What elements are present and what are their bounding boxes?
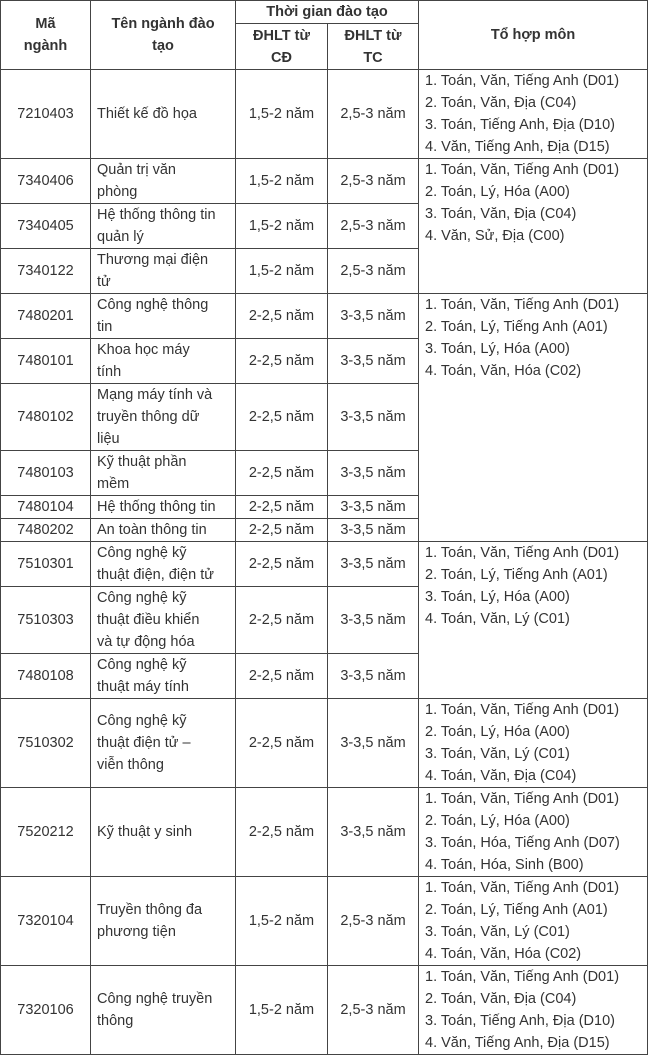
subject-combination-item: 1. Toán, Văn, Tiếng Anh (D01): [425, 969, 620, 985]
subject-combination-cell: [419, 877, 648, 966]
duration-tc-cell: 2,5-3 năm: [328, 249, 419, 294]
major-name-cell: [91, 699, 236, 788]
major-name-line: Công nghệ kỹ: [97, 713, 187, 729]
duration-tc-cell: 3-3,5 năm: [328, 496, 419, 519]
duration-cd-cell: 2-2,5 năm: [236, 384, 328, 451]
subject-combination-item: 4. Toán, Hóa, Sinh (B00): [425, 857, 584, 873]
major-name-line: tính: [97, 364, 122, 380]
major-code-cell: 7210403: [1, 70, 91, 159]
subject-combination-item: 3. Toán, Lý, Hóa (A00): [425, 589, 570, 605]
major-code-cell: 7480103: [1, 451, 91, 496]
subject-combination-item: 1. Toán, Văn, Tiếng Anh (D01): [425, 880, 620, 896]
subject-combination-item: 2. Toán, Lý, Tiếng Anh (A01): [425, 902, 608, 918]
major-code-cell: 7340405: [1, 204, 91, 249]
duration-cd-cell: 2-2,5 năm: [236, 519, 328, 542]
subject-combination-item: 2. Toán, Lý, Hóa (A00): [425, 184, 570, 200]
major-name-cell: [91, 249, 236, 294]
duration-tc-cell: 3-3,5 năm: [328, 542, 419, 587]
subject-combination-item: 1. Toán, Văn, Tiếng Anh (D01): [425, 162, 620, 178]
major-code-cell: 7510302: [1, 699, 91, 788]
header-from-tc-line: ĐHLT từ: [344, 27, 402, 44]
header-from-cd: [236, 24, 328, 70]
header-name-line: tạo: [152, 38, 174, 54]
duration-tc-cell: 2,5-3 năm: [328, 70, 419, 159]
major-name-line: thuật máy tính: [97, 679, 189, 695]
duration-tc-cell: 3-3,5 năm: [328, 384, 419, 451]
major-code-cell: 7520212: [1, 788, 91, 877]
duration-tc-cell: 3-3,5 năm: [328, 699, 419, 788]
duration-tc-cell: 3-3,5 năm: [328, 654, 419, 699]
major-name-cell: [91, 542, 236, 587]
major-name-line: liệu: [97, 431, 120, 447]
major-name-cell: [91, 384, 236, 451]
major-code-cell: 7480202: [1, 519, 91, 542]
duration-tc-cell: 2,5-3 năm: [328, 877, 419, 966]
subject-combination-cell: [419, 966, 648, 1055]
table-row: [1, 877, 648, 966]
major-name-cell: [91, 451, 236, 496]
major-name-line: Kỹ thuật phần: [97, 454, 187, 470]
subject-combination-item: 3. Toán, Tiếng Anh, Địa (D10): [425, 117, 615, 133]
major-name-line: quản lý: [97, 229, 144, 245]
header-name: [91, 1, 236, 70]
major-name-cell: [91, 159, 236, 204]
duration-tc-cell: 3-3,5 năm: [328, 788, 419, 877]
major-name-line: Công nghệ kỹ: [97, 545, 187, 561]
duration-cd-cell: 2-2,5 năm: [236, 587, 328, 654]
subject-combination-item: 2. Toán, Lý, Tiếng Anh (A01): [425, 567, 608, 583]
major-name-line: thuật điện tử –: [97, 735, 191, 751]
major-name-line: viễn thông: [97, 757, 164, 773]
major-name-cell: [91, 966, 236, 1055]
subject-combination-cell: [419, 294, 648, 542]
major-name-cell: [91, 877, 236, 966]
duration-cd-cell: 1,5-2 năm: [236, 70, 328, 159]
major-name-line: Thương mại điện: [97, 252, 209, 268]
subject-combination-item: 3. Toán, Tiếng Anh, Địa (D10): [425, 1013, 615, 1029]
major-code-cell: 7480104: [1, 496, 91, 519]
major-code-cell: 7480102: [1, 384, 91, 451]
header-code: [1, 1, 91, 70]
major-name-line: thuật điện, điện tử: [97, 567, 214, 583]
header-code-line: ngành: [23, 38, 68, 54]
header-duration-group: Thời gian đào tạo: [236, 1, 419, 24]
header-from-cd-line: ĐHLT từ: [253, 27, 310, 44]
major-name-line: thuật điều khiển: [97, 612, 200, 628]
subject-combination-item: 3. Toán, Lý, Hóa (A00): [425, 341, 570, 357]
major-code-cell: 7340406: [1, 159, 91, 204]
subject-combination-item: 4. Toán, Văn, Hóa (C02): [425, 946, 582, 962]
subject-combination-item: 1. Toán, Văn, Tiếng Anh (D01): [425, 297, 620, 313]
major-name-cell: [91, 204, 236, 249]
major-code-cell: 7480108: [1, 654, 91, 699]
major-name-line: phòng: [97, 184, 138, 200]
duration-cd-cell: 2-2,5 năm: [236, 496, 328, 519]
header-from-cd-line: CĐ: [271, 49, 292, 66]
table-header: [1, 1, 648, 70]
subject-combination-item: 3. Toán, Văn, Lý (C01): [425, 924, 570, 940]
major-code-cell: 7480201: [1, 294, 91, 339]
header-from-tc: [328, 24, 419, 70]
subject-combination-item: 4. Toán, Văn, Hóa (C02): [425, 363, 582, 379]
subject-combination-item: 2. Toán, Văn, Địa (C04): [425, 95, 577, 111]
major-code-cell: 7340122: [1, 249, 91, 294]
table-row: [1, 788, 648, 877]
major-name-line: Công nghệ truyền: [97, 991, 213, 1007]
subject-combination-item: 3. Toán, Hóa, Tiếng Anh (D07): [425, 835, 620, 851]
major-name-cell: [91, 70, 236, 159]
duration-cd-cell: 1,5-2 năm: [236, 966, 328, 1055]
duration-cd-cell: 2-2,5 năm: [236, 699, 328, 788]
subject-combination-item: 4. Văn, Tiếng Anh, Địa (D15): [425, 139, 610, 155]
major-code-cell: 7320106: [1, 966, 91, 1055]
table-body: [1, 70, 648, 1055]
header-from-tc-line: TC: [363, 49, 383, 66]
duration-cd-cell: 1,5-2 năm: [236, 249, 328, 294]
major-name-line: Truyền thông đa: [97, 902, 203, 918]
duration-cd-cell: 2-2,5 năm: [236, 788, 328, 877]
duration-cd-cell: 2-2,5 năm: [236, 451, 328, 496]
duration-cd-cell: 2-2,5 năm: [236, 542, 328, 587]
duration-cd-cell: 2-2,5 năm: [236, 339, 328, 384]
major-code-cell: 7510303: [1, 587, 91, 654]
major-name-cell: [91, 654, 236, 699]
major-name-line: tử: [97, 274, 111, 290]
table-row: [1, 159, 648, 204]
duration-cd-cell: 1,5-2 năm: [236, 877, 328, 966]
subject-combination-item: 2. Toán, Lý, Hóa (A00): [425, 813, 570, 829]
duration-cd-cell: 1,5-2 năm: [236, 159, 328, 204]
header-name-line: Tên ngành đào: [111, 16, 215, 32]
subject-combination-cell: [419, 70, 648, 159]
header-subjects: Tổ hợp môn: [419, 1, 648, 70]
major-name-line: An toàn thông tin: [97, 522, 207, 538]
major-name-line: và tự động hóa: [97, 634, 195, 650]
major-name-line: Công nghệ kỹ: [97, 590, 187, 606]
major-name-line: tin: [97, 319, 113, 335]
major-name-line: truyền thông dữ: [97, 409, 200, 425]
duration-tc-cell: 3-3,5 năm: [328, 339, 419, 384]
major-code-cell: 7480101: [1, 339, 91, 384]
duration-tc-cell: 2,5-3 năm: [328, 159, 419, 204]
major-name-line: Kỹ thuật y sinh: [97, 824, 193, 840]
table-row: [1, 699, 648, 788]
major-code-cell: 7510301: [1, 542, 91, 587]
subject-combination-item: 1. Toán, Văn, Tiếng Anh (D01): [425, 545, 620, 561]
major-name-line: Công nghệ thông: [97, 297, 209, 313]
subject-combination-item: 3. Toán, Văn, Lý (C01): [425, 746, 570, 762]
major-name-cell: [91, 496, 236, 519]
subject-combination-item: 4. Toán, Văn, Địa (C04): [425, 768, 577, 784]
major-name-cell: [91, 339, 236, 384]
subject-combination-item: 1. Toán, Văn, Tiếng Anh (D01): [425, 73, 620, 89]
subject-combination-item: 2. Toán, Văn, Địa (C04): [425, 991, 577, 1007]
duration-tc-cell: 3-3,5 năm: [328, 451, 419, 496]
major-name-line: thông: [97, 1013, 134, 1029]
subject-combination-item: 2. Toán, Lý, Tiếng Anh (A01): [425, 319, 608, 335]
subject-combination-cell: [419, 159, 648, 294]
table-row: [1, 70, 648, 159]
subject-combination-item: 1. Toán, Văn, Tiếng Anh (D01): [425, 702, 620, 718]
subject-combination-item: 4. Văn, Tiếng Anh, Địa (D15): [425, 1035, 610, 1051]
major-name-cell: [91, 788, 236, 877]
table-row: [1, 966, 648, 1055]
subject-combination-cell: [419, 699, 648, 788]
major-name-line: mềm: [97, 476, 130, 492]
duration-tc-cell: 2,5-3 năm: [328, 966, 419, 1055]
major-name-line: Quản trị văn: [97, 162, 176, 178]
subject-combination-cell: [419, 542, 648, 699]
duration-cd-cell: 1,5-2 năm: [236, 204, 328, 249]
subject-combination-cell: [419, 788, 648, 877]
major-code-cell: 7320104: [1, 877, 91, 966]
major-name-line: Hệ thống thông tin: [97, 499, 216, 515]
table-row: [1, 542, 648, 587]
table-row: [1, 294, 648, 339]
major-name-cell: [91, 587, 236, 654]
major-name-line: phương tiện: [97, 924, 176, 940]
duration-cd-cell: 2-2,5 năm: [236, 654, 328, 699]
duration-cd-cell: 2-2,5 năm: [236, 294, 328, 339]
subject-combination-item: 4. Văn, Sử, Địa (C00): [425, 228, 565, 244]
major-name-line: Công nghệ kỹ: [97, 657, 187, 673]
major-name-line: Thiết kế đồ họa: [97, 106, 197, 122]
subject-combination-item: 1. Toán, Văn, Tiếng Anh (D01): [425, 791, 620, 807]
major-name-line: Mạng máy tính và: [97, 387, 213, 403]
major-name-line: Khoa học máy: [97, 342, 190, 358]
duration-tc-cell: 3-3,5 năm: [328, 294, 419, 339]
major-name-line: Hệ thống thông tin: [97, 207, 216, 223]
subject-combination-item: 3. Toán, Văn, Địa (C04): [425, 206, 577, 222]
subject-combination-item: 4. Toán, Văn, Lý (C01): [425, 611, 570, 627]
subject-combination-item: 2. Toán, Lý, Hóa (A00): [425, 724, 570, 740]
duration-tc-cell: 2,5-3 năm: [328, 204, 419, 249]
duration-tc-cell: 3-3,5 năm: [328, 587, 419, 654]
major-name-cell: [91, 294, 236, 339]
major-name-cell: [91, 519, 236, 542]
duration-tc-cell: 3-3,5 năm: [328, 519, 419, 542]
header-code-line: Mã: [35, 16, 56, 32]
